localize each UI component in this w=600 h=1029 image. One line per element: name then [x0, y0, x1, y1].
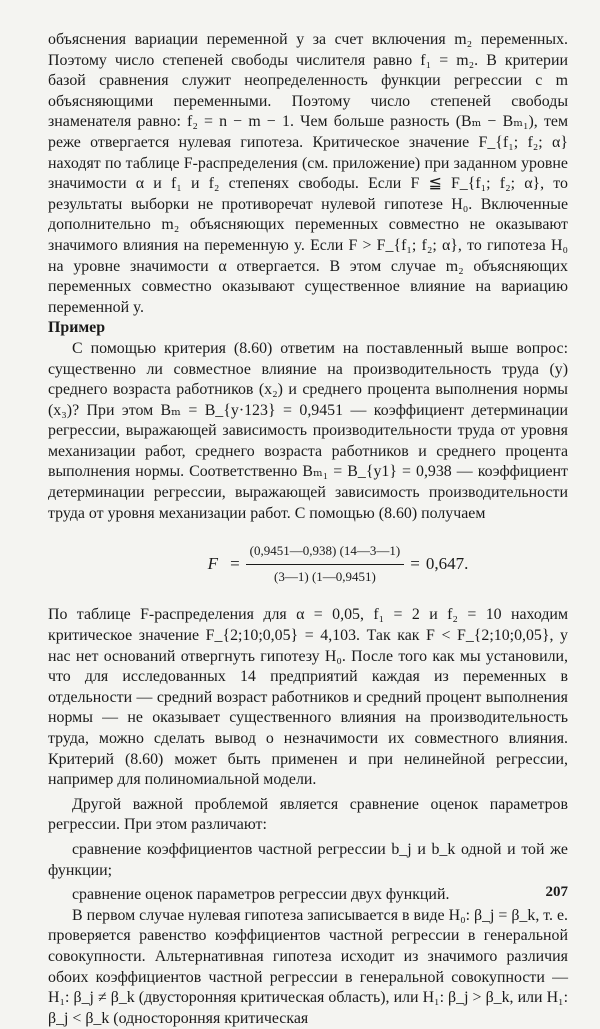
list-item-2: сравнение оценок параметров регрессии двух функций. — [72, 886, 450, 904]
formula-lhs: F — [207, 554, 219, 574]
formula-numerator: (0,9451—0,938) (14—3—1) — [246, 541, 405, 565]
paragraph-problem: Другой важной проблемой является сравнение оценок параметров регрессии. При этом различают: — [48, 795, 568, 834]
example-heading: Пример — [48, 319, 106, 337]
list-item-1: сравнение коэффициентов частной регрессии b_j и b_k одной и той же функции; — [48, 840, 568, 879]
formula-denominator: (3—1) (1—0,9451) — [274, 568, 376, 584]
paragraph-intro: объяснения вариации переменной y за счет включения m₂ переменных. Поэтому число степеней свободы числителя равно f₁ = m₂. В критерии базой сравнения служит неопределенность функции регрессии с m объясняющими переменными. Поэтому число степеней свободы знаменателя равно: f₂ = n − m − 1. Чем больше разность (Bₘ − Bₘ₁), тем реже отвергается нулевая гипотеза. Критическое значение F_{f₁; f₂; α} находят по таблице F-распределения (см. приложение) при заданном уровне значимости α и f₁ и f₂ степенях свободы. Если F ≦ F_{f₁; f₂; α}, то результаты выборки не противоречат нулевой гипотезе H₀. Включенные дополнительно m₂ объясняющих переменных совместно не оказывают значимого влияния на переменную y. Если F > F_{f₁; f₂; α}, то гипотеза H₀ на уровне значимости α отвергается. В этом случае m₂ объясняющих переменных совместно оказывают существенное влияние на вариацию переменной y. — [48, 31, 568, 316]
formula-equals-sign: = — [230, 554, 240, 574]
paragraph-example: С помощью критерия (8.60) ответим на поставленный выше вопрос: существенно ли совместное влияние на производительность труда (y) среднего возраста работников (x₂) и среднего процента выполнения нормы (x₃)? При этом Bₘ = B_{y·123} = 0,9451 — коэффициент детерминации регрессии, выражающей зависимость производительности труда от уровня механизации работ, среднего возраста работников и среднего процента выполнения нормы. Соответственно Bₘ₁ = B_{y1} = 0,938 — коэффициент детерминации регрессии, выражающей зависимость производительности труда от уровня механизации работ. С помощью (8.60) получаем — [48, 339, 568, 522]
body-text — [48, 30, 568, 1029]
formula-equals-sign-2: = — [410, 554, 420, 574]
paragraph-after-formula: По таблице F-распределения для α = 0,05, f₁ = 2 и f₂ = 10 находим критическое значение F_{2;10;0,05} = 4,103. Так как F < F_{2;10;0,05}, у нас нет оснований отвергнуть гипотезу H₀. После того как мы установили, что для исследованных 14 предприятий каждая из переменных в отдельности — средний возраст работников и средний процент выполнения нормы — не оказывает существенного влияния на производительность труда, можно сделать вывод о незначимости их совместного влияния. Критерий (8.60) может быть применен и при нелинейной регрессии, например для полиномиальной модели. — [48, 606, 568, 789]
page-number: 207 — [545, 884, 568, 900]
formula — [48, 541, 568, 587]
paragraph-last: В первом случае нулевая гипотеза записывается в виде H₀: β_j = β_k, т. е. проверяется равенство коэффициентов частной регрессии в генеральной совокупности. Альтернативная гипотеза исходит из значимого различия обоих коэффициентов частной регрессии в генеральной совокупности — H₁: β_j ≠ β_k (двусторонняя критическая область), или H₁: β_j > β_k, или H₁: β_j < β_k (односторонняя критическая — [48, 906, 568, 1027]
formula-result: 0,647. — [425, 554, 469, 574]
formula-fraction — [246, 541, 405, 587]
